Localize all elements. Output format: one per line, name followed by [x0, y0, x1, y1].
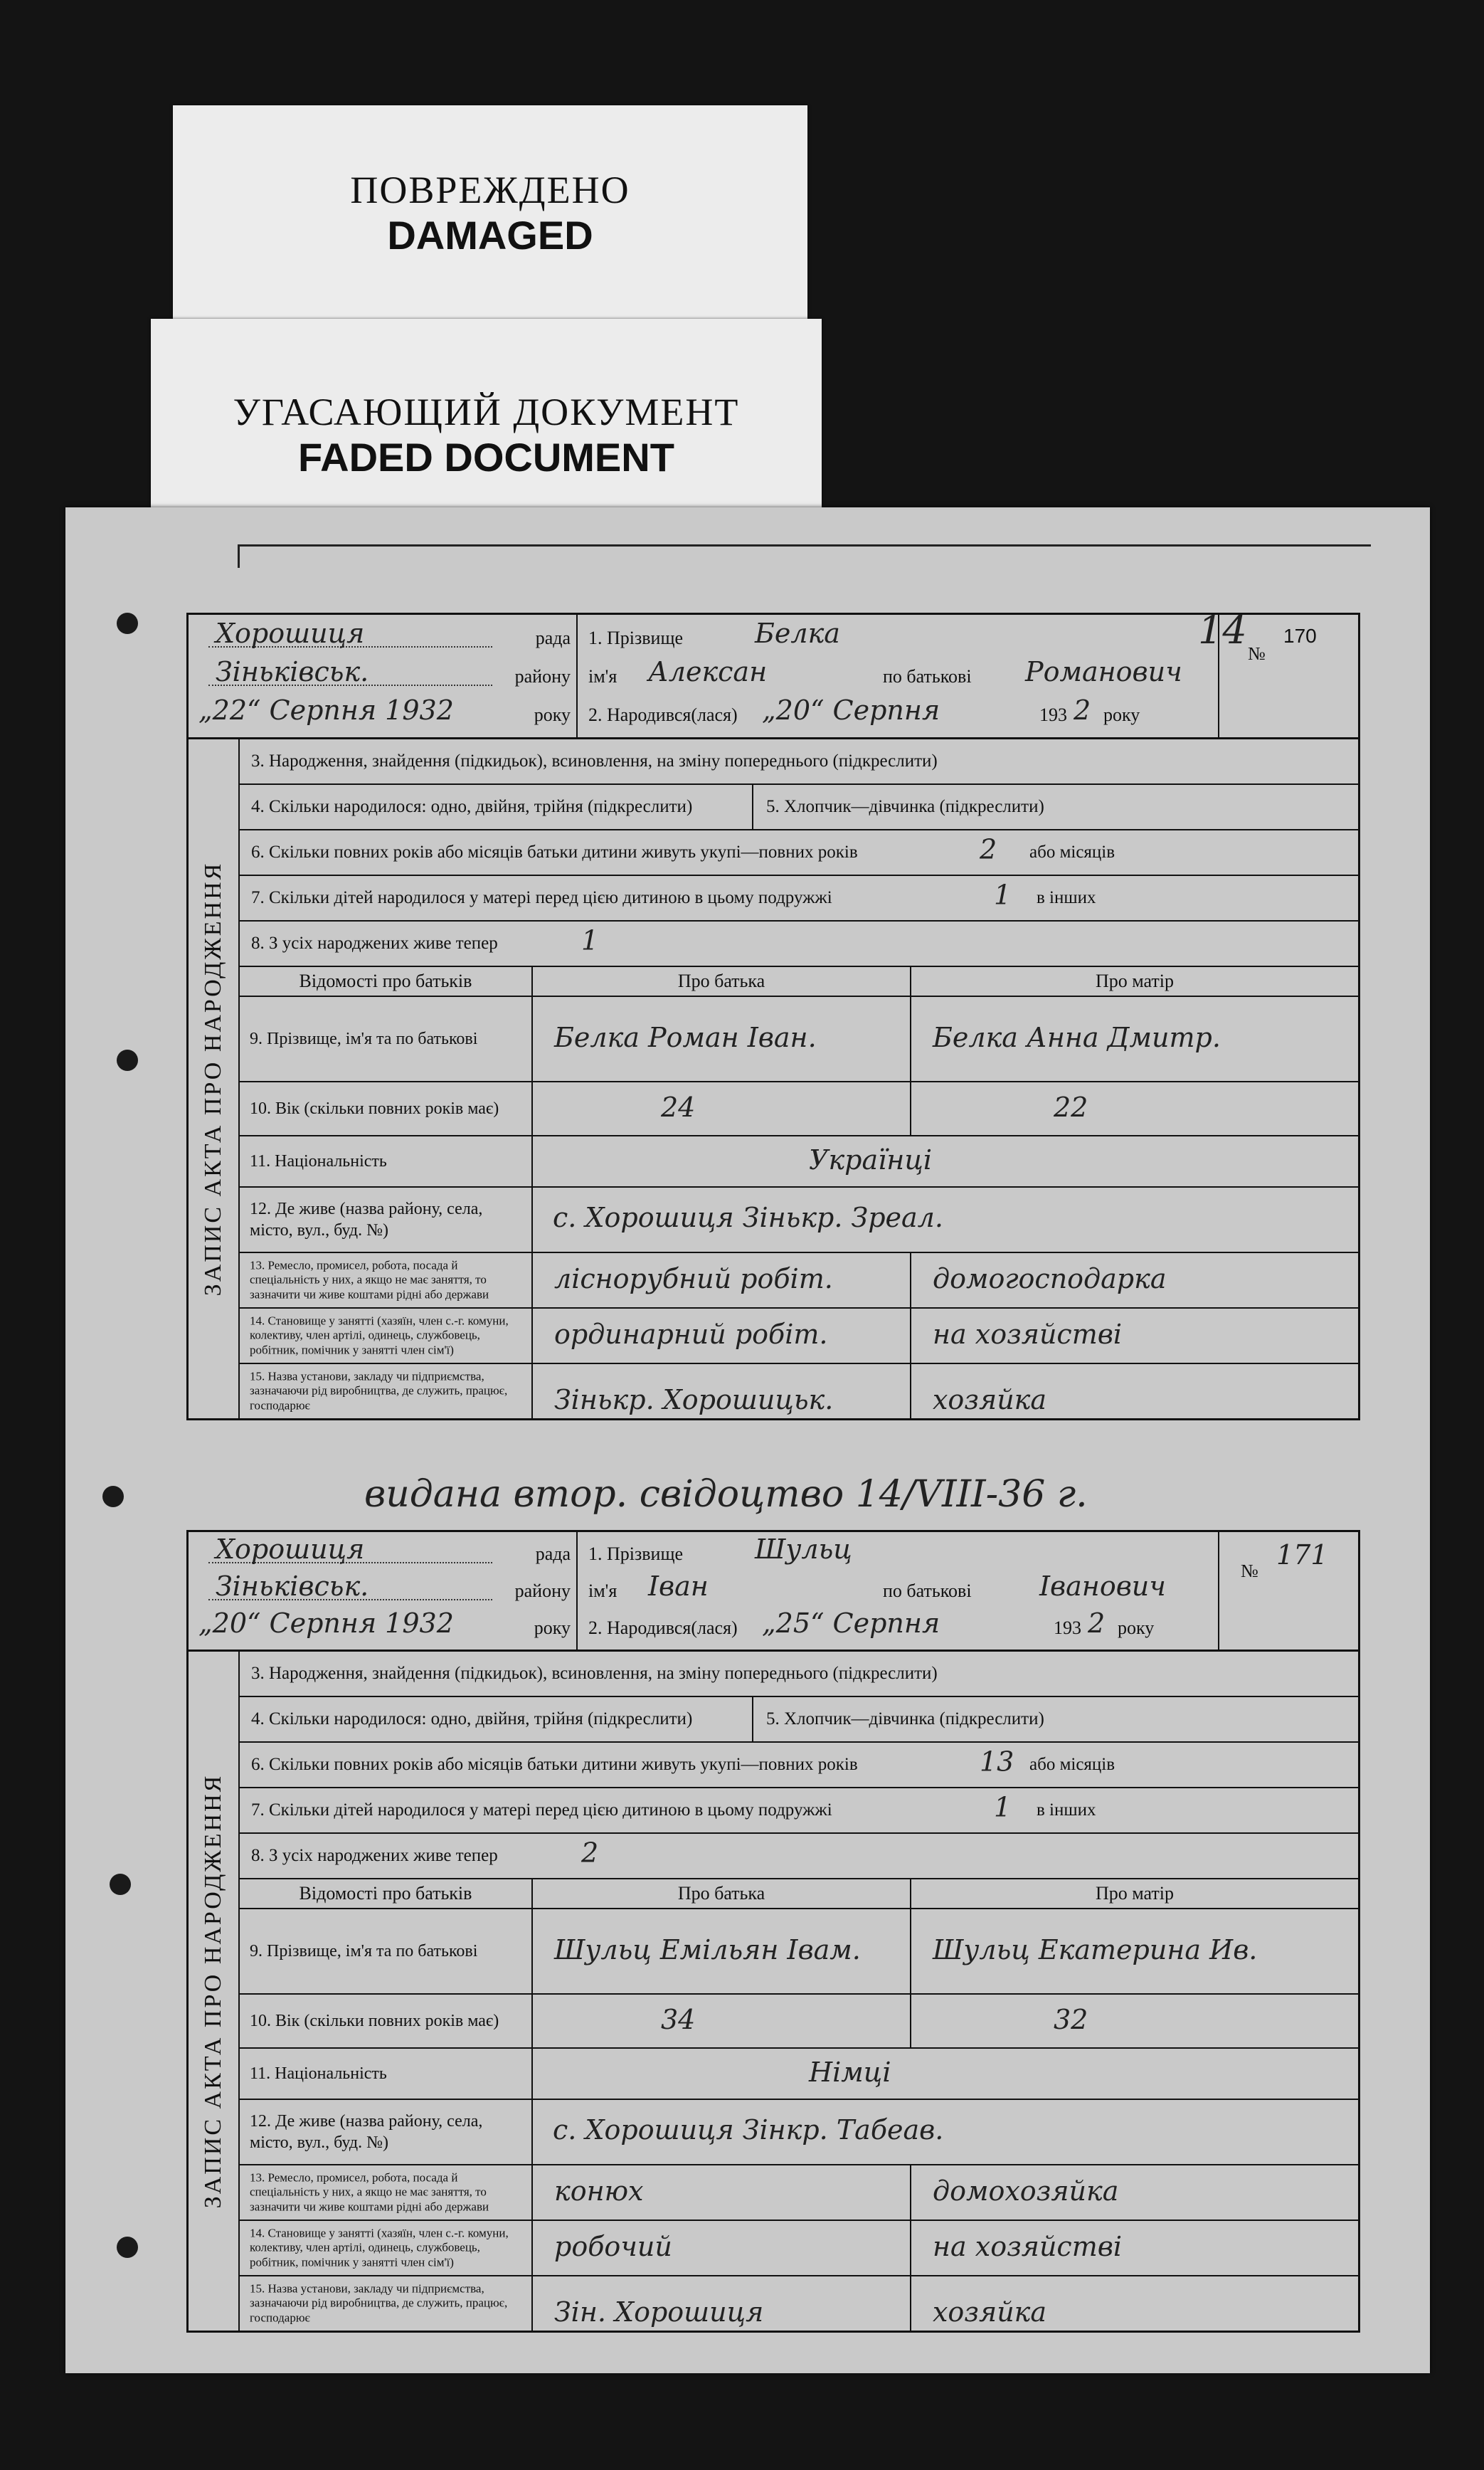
surname-value: Белка [755, 618, 840, 649]
born-value: „25“ Серпня [762, 1608, 940, 1639]
field-6: 6. Скільки повних років або місяців батьки дитини живуть укупі—повних років 2 або місяців [240, 830, 1358, 876]
mother-workplace: хозяйка [933, 1384, 1047, 1415]
residence: с. Хорошиця Зінкр. Табеав. [553, 2114, 944, 2146]
father-job: конюх [554, 2175, 644, 2207]
born-year-value: 2 [1074, 695, 1091, 726]
field-14: 14. Становище у занятті (хазяїн, член с.-г. комуни, колективу, член артілі, одинець, службовець, робітник, помічник у занятті член сім'ї) ординарний робіт. на хозяйстві [240, 1309, 1358, 1364]
record-date: „20“ Серпня 1932 [198, 1608, 454, 1639]
parents-header: Відомості про батьків Про батька Про матір [240, 1879, 1358, 1909]
roku-label: року [534, 704, 571, 725]
patronymic-label: по батькові [883, 1580, 972, 1601]
residence: с. Хорошиця Зінькр. Зреал. [553, 1202, 943, 1233]
born-year-print: 193 [1054, 1617, 1081, 1638]
field-8: 8. З усіх народжених живе тепер 1 [240, 922, 1358, 967]
header-names [578, 1532, 1221, 1650]
father-workplace: Зін. Хорошиця [554, 2296, 764, 2328]
field-9: 9. Прізвище, ім'я та по батькові Шульц Емільян Івам. Шульц Екатерина Ив. [240, 1909, 1358, 1995]
field-6-value: 13 [980, 1746, 1014, 1778]
field-7: 7. Скільки дітей народилося у матері перед цією дитиною в цьому подружжі 1 в інших [240, 876, 1358, 922]
nationality: Українці [809, 1144, 932, 1176]
side-title [189, 1652, 240, 2331]
damaged-label-ru: ПОВРЕЖДЕНО [350, 169, 630, 211]
field-10: 10. Вік (скільки повних років має) 34 32 [240, 1995, 1358, 2049]
born-label: 2. Народився(лася) [588, 704, 738, 725]
nationality: Німці [809, 2056, 891, 2088]
field-11: 11. Національність Німці [240, 2049, 1358, 2100]
rada-value: Хорошиця [216, 618, 365, 649]
patronymic-label: по батькові [883, 666, 972, 687]
name-value: Іван [648, 1571, 709, 1602]
record-number-hw: 14 [1198, 608, 1247, 653]
born-year-value: 2 [1088, 1608, 1106, 1639]
field-14: 14. Становище у занятті (хазяїн, член с.-г. комуни, колективу, член артілі, одинець, службовець, робітник, помічник у занятті член сім'ї) робочий на хозяйстві [240, 2221, 1358, 2276]
mother-name: Белка Анна Дмитр. [933, 1021, 1221, 1053]
father-job: ліснорубний робіт. [554, 1262, 833, 1294]
side-title-text: ЗАПИС АКТА ПРО НАРОДЖЕННЯ [200, 861, 226, 1297]
field-12: 12. Де живе (назва району, села, місто, вул., буд. №) с. Хорошиця Зінькр. Зреал. [240, 1188, 1358, 1253]
mother-age: 32 [1054, 2003, 1088, 2035]
father-name: Белка Роман Іван. [554, 1021, 817, 1053]
field-7-value: 1 [994, 1791, 1012, 1823]
roku-label: року [534, 1617, 571, 1638]
roku-label: року [1118, 1617, 1155, 1638]
field-13: 13. Ремесло, промисел, робота, посада й спеціальність у них, а якщо не має заняття, то зазначити чи живе коштами рідні або держави ліснорубний робіт. домогосподарка [240, 1253, 1358, 1309]
field-8-value: 2 [581, 1837, 599, 1869]
surname-label: 1. Прізвище [588, 628, 684, 648]
father-age: 24 [661, 1091, 696, 1123]
record-number [1198, 608, 1358, 737]
name-label: ім'я [588, 1580, 618, 1601]
mother-position: на хозяйстві [933, 1318, 1123, 1350]
raion-value: Зіньківськ. [216, 1571, 369, 1602]
raion-value: Зіньківськ. [216, 656, 369, 687]
father-position: ординарний робіт. [554, 1318, 828, 1350]
rada-value: Хорошиця [216, 1534, 365, 1565]
field-15: 15. Назва установи, закладу чи підприємства, зазначаючи рід виробництва, де служить, працює, господарює Зінькр. Хорошицьк. хозяйка [240, 1364, 1358, 1418]
mother-workplace: хозяйка [933, 2296, 1047, 2328]
header-location [189, 1532, 578, 1650]
punch-hole [117, 2237, 138, 2258]
parents-header: Відомості про батьків Про батька Про матір [240, 967, 1358, 997]
field-4-5: 4. Скільки народилося: одно, двійня, трійня (підкреслити) 5. Хлопчик—дівчинка (підкреслити) [240, 785, 1358, 830]
side-title-text: ЗАПИС АКТА ПРО НАРОДЖЕННЯ [200, 1773, 226, 2209]
field-6-value: 2 [980, 833, 997, 865]
field-6: 6. Скільки повних років або місяців батьки дитини живуть укупі—повних років 13 або місяців [240, 1743, 1358, 1788]
record-number [1218, 1532, 1358, 1650]
record-number-hw: 171 [1276, 1539, 1328, 1571]
roku-label: року [1103, 704, 1140, 725]
field-7-value: 1 [994, 879, 1012, 911]
rada-label: рада [535, 628, 571, 648]
field-13: 13. Ремесло, промисел, робота, посада й спеціальність у них, а якщо не має заняття, то зазначити чи живе коштами рідні або держави конюх домохозяйка [240, 2165, 1358, 2221]
born-label: 2. Народився(лася) [588, 1617, 738, 1638]
faded-label-en: FADED DOCUMENT [298, 435, 674, 480]
raion-label: району [514, 666, 571, 687]
surname-label: 1. Прізвище [588, 1543, 684, 1564]
field-9: 9. Прізвище, ім'я та по батькові Белка Роман Іван. Белка Анна Дмитр. [240, 997, 1358, 1082]
field-3: 3. Народження, знайдення (підкидьок), всиновлення, на зміну попереднього (підкреслити) [240, 1652, 1358, 1697]
side-title [189, 739, 240, 1418]
field-4-5: 4. Скільки народилося: одно, двійня, трійня (підкреслити) 5. Хлопчик—дівчинка (підкреслити) [240, 1697, 1358, 1743]
rada-label: рада [535, 1543, 571, 1564]
number-sign: № [1241, 1561, 1258, 1581]
header-location [189, 615, 578, 737]
surname-value: Шульц [755, 1534, 852, 1565]
birth-record-1 [186, 608, 1360, 1420]
raion-label: району [514, 1580, 571, 1601]
issued-note: видана втор. свідоцтво 14/VIII-36 г. [364, 1473, 1088, 1516]
punch-hole [117, 613, 138, 634]
number-sign: № [1248, 643, 1266, 664]
mother-age: 22 [1054, 1091, 1088, 1123]
field-7: 7. Скільки дітей народилося у матері перед цією дитиною в цьому подружжі 1 в інших [240, 1788, 1358, 1834]
punch-hole [102, 1486, 124, 1507]
record-header [186, 1530, 1360, 1652]
document-sheet [65, 507, 1430, 2373]
field-3: 3. Народження, знайдення (підкидьок), всиновлення, на зміну попереднього (підкреслити) [240, 739, 1358, 785]
field-10: 10. Вік (скільки повних років має) 24 22 [240, 1082, 1358, 1136]
field-12: 12. Де живе (назва району, села, місто, вул., буд. №) с. Хорошиця Зінкр. Табеав. [240, 2100, 1358, 2165]
birth-record-2 [186, 1530, 1360, 2333]
name-label: ім'я [588, 666, 618, 687]
father-age: 34 [661, 2003, 696, 2035]
faded-label [151, 319, 822, 519]
record-body [186, 1652, 1360, 2333]
record-date: „22“ Серпня 1932 [198, 695, 454, 726]
born-year-print: 193 [1039, 704, 1067, 725]
header-names [578, 615, 1221, 737]
field-15: 15. Назва установи, закладу чи підприємства, зазначаючи рід виробництва, де служить, працює, господарює Зін. Хорошиця хозяйка [240, 2276, 1358, 2331]
punch-hole [110, 1874, 131, 1895]
name-value: Алексан [648, 656, 768, 687]
record-body [186, 739, 1360, 1420]
field-11: 11. Національність Українці [240, 1136, 1358, 1188]
mother-position: на хозяйстві [933, 2230, 1123, 2262]
father-name: Шульц Емільян Івам. [554, 1933, 861, 1965]
previous-form-edge [238, 544, 1371, 568]
born-value: „20“ Серпня [762, 695, 940, 726]
stamp-number: 170 [1283, 625, 1317, 647]
mother-job: домогосподарка [933, 1262, 1167, 1294]
record-header [186, 608, 1360, 739]
mother-job: домохозяйка [933, 2175, 1119, 2207]
mother-name: Шульц Екатерина Ив. [933, 1933, 1258, 1965]
father-workplace: Зінькр. Хорошицьк. [554, 1384, 834, 1415]
field-8: 8. З усіх народжених живе тепер 2 [240, 1834, 1358, 1879]
patronymic-value: Романович [1025, 656, 1182, 687]
father-position: робочий [554, 2230, 672, 2262]
faded-label-ru: УГАСАЮЩИЙ ДОКУМЕНТ [233, 391, 740, 433]
damaged-label-en: DAMAGED [387, 213, 593, 258]
field-8-value: 1 [581, 924, 599, 956]
punch-hole [117, 1050, 138, 1071]
patronymic-value: Іванович [1039, 1571, 1166, 1602]
